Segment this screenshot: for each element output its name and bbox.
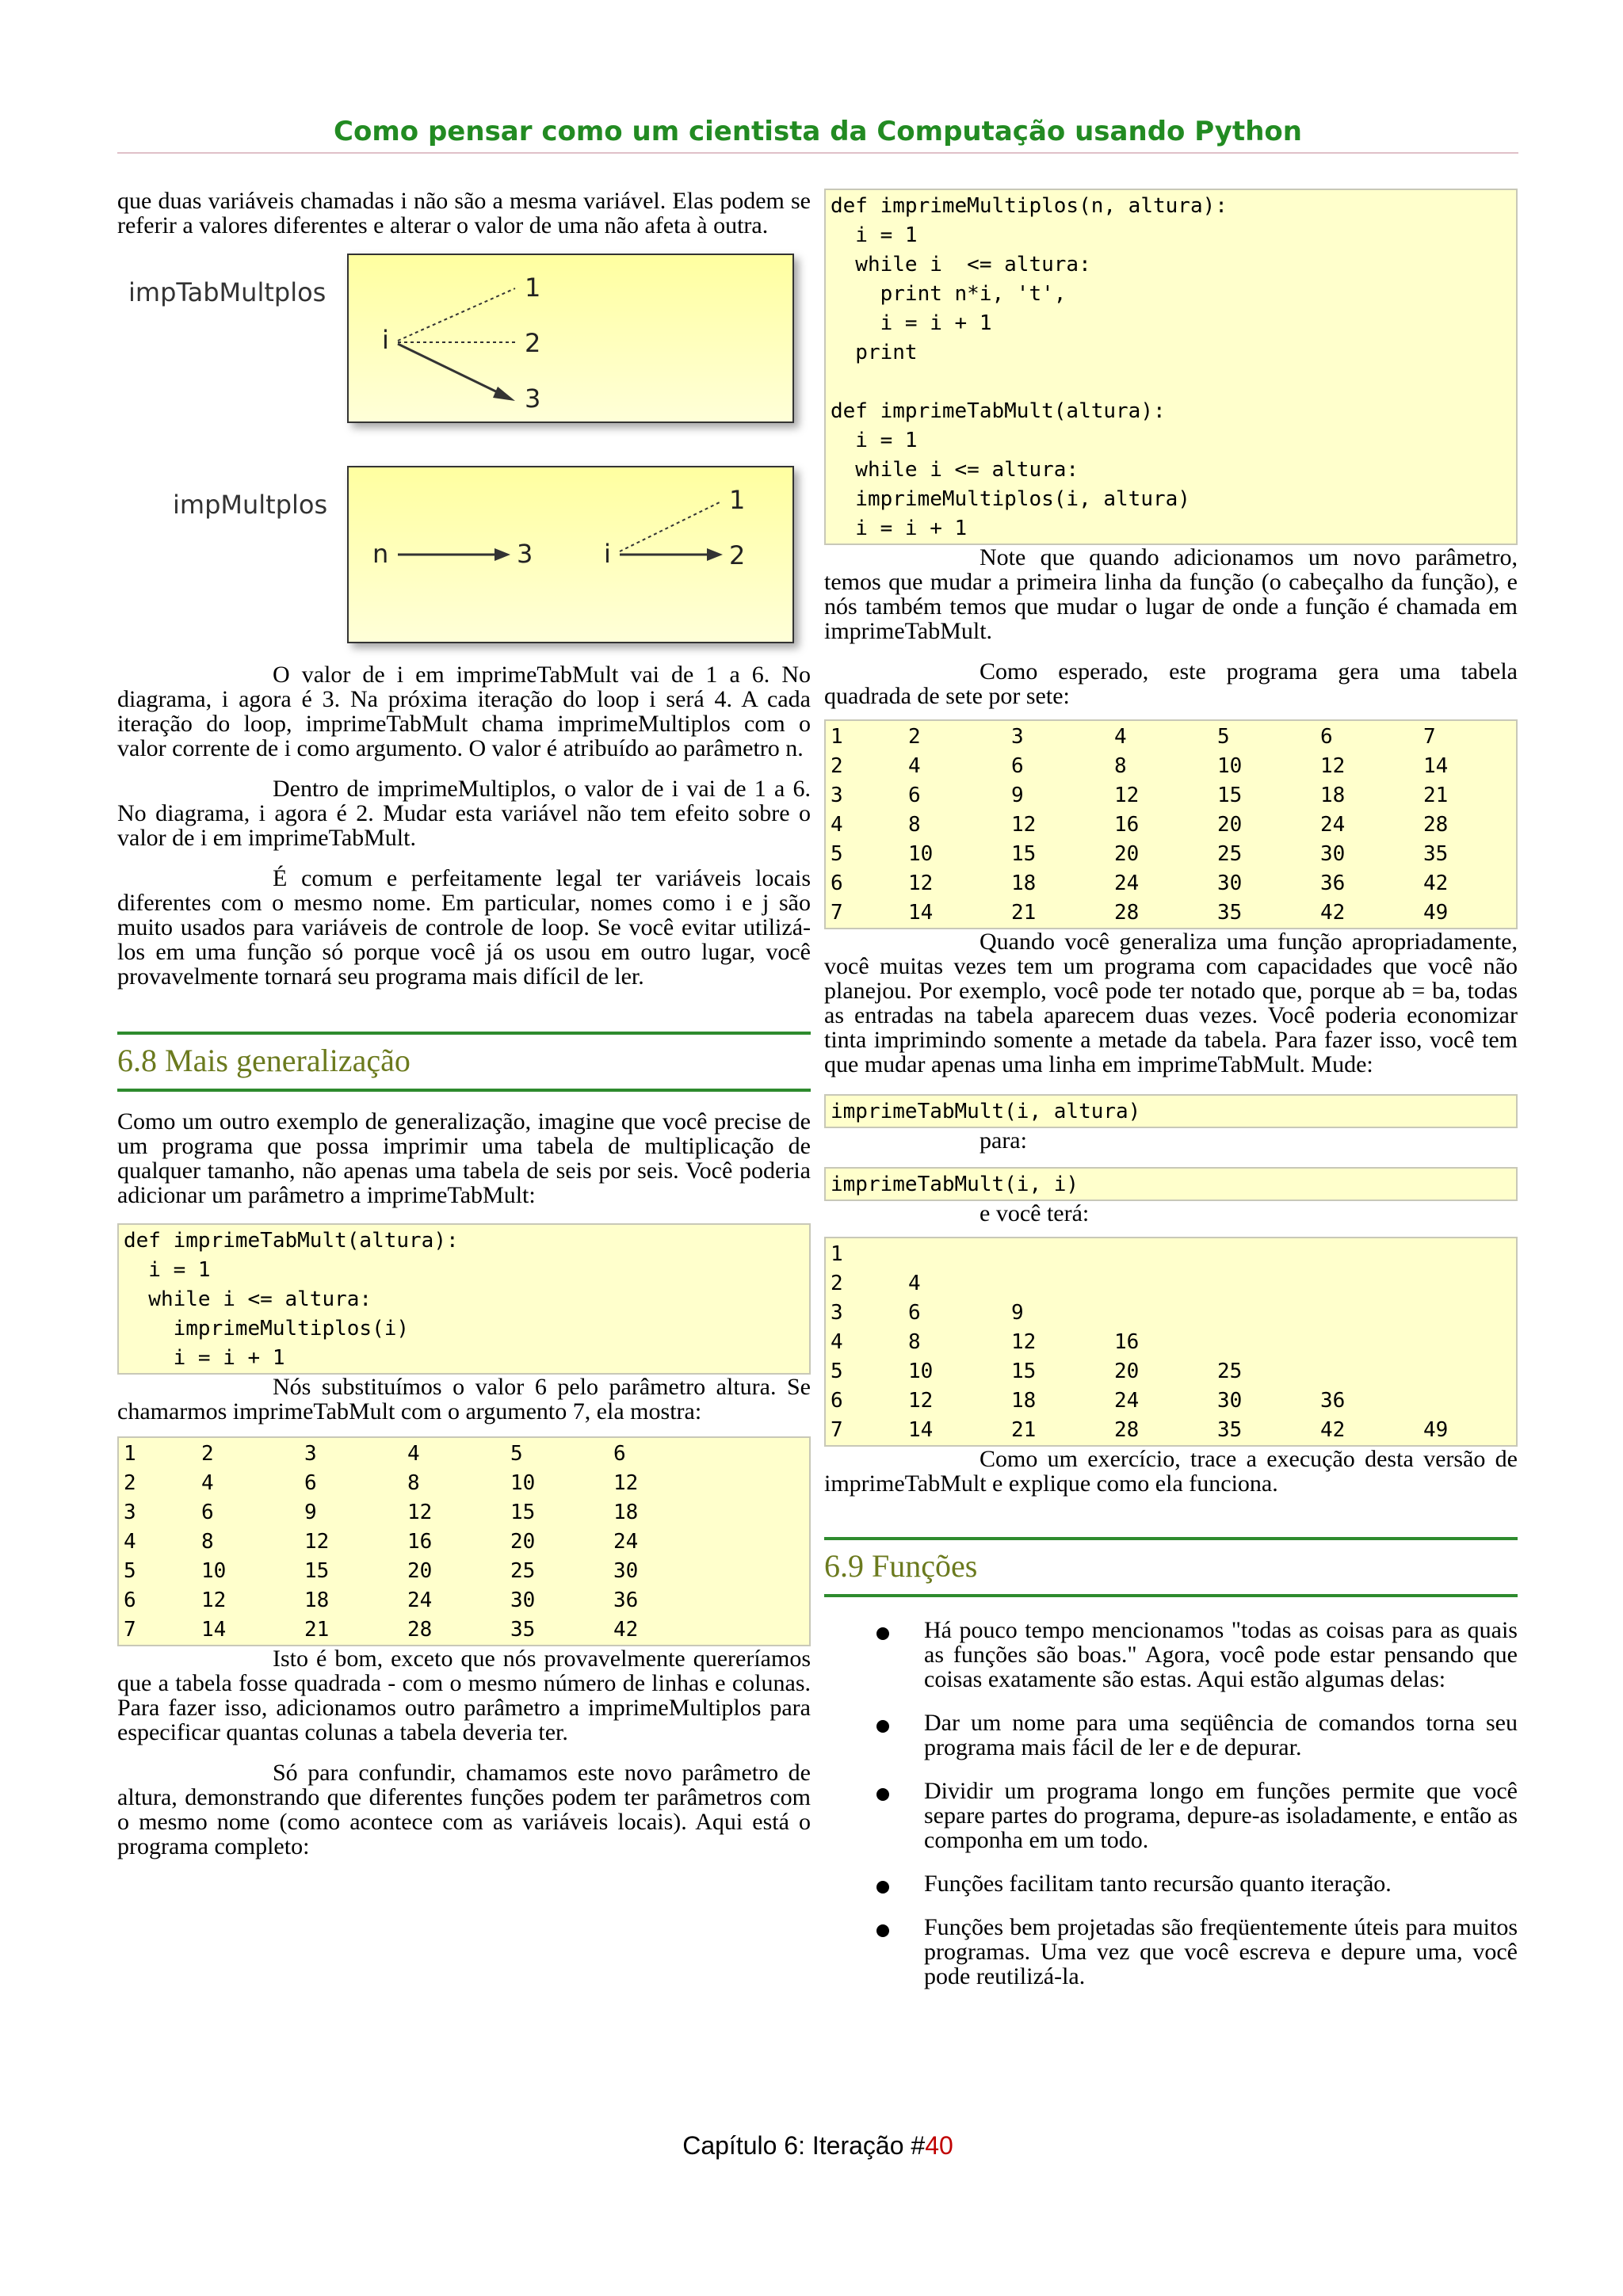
table-cell: 3: [124, 1501, 136, 1524]
frame2-label: impMultplos: [173, 490, 328, 520]
frame1-var: i: [382, 325, 389, 355]
table-cell: 25: [1217, 842, 1243, 866]
table-2: [824, 719, 1518, 929]
table-cell: 15: [1011, 842, 1037, 866]
table-cell: 30: [1320, 842, 1346, 866]
table-cell: 4: [201, 1471, 214, 1495]
table-cell: 21: [304, 1618, 330, 1642]
table-cell: 5: [831, 1360, 843, 1383]
table-row: [831, 752, 1511, 781]
table-cell: 24: [1114, 1389, 1140, 1413]
table-cell: 14: [908, 901, 934, 925]
table-cell: 10: [908, 1360, 934, 1383]
table-cell: 5: [510, 1442, 523, 1466]
section-title: 6.8 Mais generalização: [117, 1043, 411, 1078]
frame2-var-n: n: [372, 539, 389, 569]
table-cell: 5: [124, 1559, 136, 1583]
table-cell: 21: [1011, 901, 1037, 925]
table-cell: 28: [1423, 813, 1449, 837]
table-cell: 25: [510, 1559, 536, 1583]
table-row: [831, 1416, 1511, 1445]
table-cell: 10: [510, 1471, 536, 1495]
section-title: 6.9 Funções: [824, 1548, 978, 1584]
table-cell: 12: [1114, 784, 1140, 807]
table-cell: 4: [1114, 725, 1127, 749]
table-cell: 12: [201, 1589, 227, 1612]
table-cell: 49: [1423, 1418, 1449, 1442]
table-cell: 2: [831, 1272, 843, 1295]
table-cell: 15: [304, 1559, 330, 1583]
dashed-arrow-1: [398, 288, 515, 341]
table-cell: 6: [1011, 754, 1024, 778]
bullet-icon: [876, 1788, 889, 1801]
table-cell: 7: [831, 901, 843, 925]
table-cell: 7: [831, 1418, 843, 1442]
table-cell: 8: [201, 1530, 214, 1554]
frame2-value-i-2: 2: [729, 540, 746, 570]
table-cell: 12: [613, 1471, 639, 1495]
running-header: Como pensar como um cientista da Computação usando Python: [334, 116, 1302, 147]
table-cell: 30: [510, 1589, 536, 1612]
table-row: [124, 1557, 804, 1586]
paragraph-r5: e você terá:: [980, 1200, 1090, 1226]
paragraph-4: Como um outro exemplo de generalização, imagine que você precise de um programa que possa imprimir uma tabela de multiplicação de qualquer tamanho, não apenas uma tabela de seis por seis. Você poderia adicionar um parâmetro a imprimeTabMult:: [117, 1108, 811, 1208]
table-cell: 30: [1217, 871, 1243, 895]
table-cell: 30: [1217, 1389, 1243, 1413]
frame2-value-i-1: 1: [729, 485, 746, 515]
table-row: [831, 1240, 1511, 1269]
table-cell: 35: [1217, 901, 1243, 925]
table-cell: 35: [510, 1618, 536, 1642]
list-item: [824, 1711, 1518, 1760]
footer-chapter: Capítulo 6: Iteração #: [682, 2131, 926, 2160]
table-row: [124, 1469, 804, 1498]
table-cell: 6: [908, 784, 921, 807]
table-cell: 10: [908, 842, 934, 866]
table-cell: 28: [407, 1618, 433, 1642]
table-cell: 2: [831, 754, 843, 778]
frame2-arrows: [349, 467, 792, 642]
table-cell: 4: [908, 1272, 921, 1295]
table-cell: 18: [613, 1501, 639, 1524]
table-cell: 12: [908, 871, 934, 895]
table-row: [831, 898, 1511, 928]
table-cell: 20: [1114, 1360, 1140, 1383]
table-cell: 8: [908, 813, 921, 837]
table-cell: 6: [304, 1471, 317, 1495]
stack-diagram: [117, 254, 811, 658]
table-row: [831, 1269, 1511, 1299]
table-3: [824, 1237, 1518, 1447]
table-cell: 6: [908, 1301, 921, 1325]
table-row: [124, 1498, 804, 1527]
frame1-arrows: [349, 255, 792, 421]
table-cell: 42: [613, 1618, 639, 1642]
table-cell: 12: [1320, 754, 1346, 778]
table-cell: 28: [1114, 1418, 1140, 1442]
table-cell: 2: [201, 1442, 214, 1466]
table-cell: 30: [613, 1559, 639, 1583]
table-cell: 25: [1217, 1360, 1243, 1383]
table-cell: 36: [1320, 871, 1346, 895]
table-cell: 6: [1320, 725, 1333, 749]
table-cell: 6: [831, 1389, 843, 1413]
table-cell: 15: [1011, 1360, 1037, 1383]
table-cell: 20: [1114, 842, 1140, 866]
table-cell: 42: [1320, 901, 1346, 925]
table-cell: 20: [1217, 813, 1243, 837]
table-cell: 16: [407, 1530, 433, 1554]
arrowhead-n: [495, 548, 510, 561]
paragraph-intro: que duas variáveis chamadas i não são a mesma variável. Elas podem se referir a valores diferentes e alterar o valor de uma não afeta à outra.: [117, 188, 811, 238]
paragraph-3: É comum e perfeitamente legal ter variáveis locais diferentes com o mesmo nome. Em particular, nomes como i e j são muito usados para variáveis de controle de loop. Se você evitar utilizá-los em uma função só porque você já os usou em outro lugar, você provavelmente tornará seu programa mais difícil de ler.: [117, 865, 811, 990]
frame-impmultplos: [347, 466, 794, 643]
arrowhead-3: [493, 387, 515, 401]
table-cell: 8: [407, 1471, 420, 1495]
table-cell: 14: [201, 1618, 227, 1642]
table-cell: 6: [831, 871, 843, 895]
table-cell: 16: [1114, 1330, 1140, 1354]
table-cell: 8: [908, 1330, 921, 1354]
table-cell: 2: [124, 1471, 136, 1495]
code-block-1: def imprimeTabMult(altura): i = 1 while i <= altura: imprimeMultiplos(i) i = i + 1: [117, 1223, 811, 1375]
table-cell: 35: [1217, 1418, 1243, 1442]
frame2-var-i: i: [604, 539, 611, 569]
table-cell: 4: [124, 1530, 136, 1554]
table-cell: 10: [201, 1559, 227, 1583]
table-cell: 24: [1114, 871, 1140, 895]
table-cell: 18: [304, 1589, 330, 1612]
table-row: [124, 1440, 804, 1469]
paragraph-1: O valor de i em imprimeTabMult vai de 1 a 6. No diagrama, i agora é 3. Na próxima iteração do loop i será 4. A cada iteração do loop, imprimeTabMult chama imprimeMultiplos com o valor corrente de i como argumento. O valor é atribuído ao parâmetro n.: [117, 662, 811, 761]
paragraph-r4: para:: [980, 1127, 1027, 1154]
table-cell: 24: [1320, 813, 1346, 837]
table-row: [124, 1615, 804, 1645]
table-cell: 28: [1114, 901, 1140, 925]
table-1: [117, 1436, 811, 1646]
table-cell: 1: [831, 725, 843, 749]
table-cell: 15: [1217, 784, 1243, 807]
frame1-value-1: 1: [525, 273, 541, 303]
table-cell: 9: [1011, 784, 1024, 807]
page-footer: [117, 2131, 1518, 2161]
table-row: [831, 810, 1511, 840]
table-row: [831, 869, 1511, 898]
table-row: [831, 1299, 1511, 1328]
paragraph-5: Nós substituímos o valor 6 pelo parâmetro altura. Se chamarmos imprimeTabMult com o argumento 7, ela mostra:: [117, 1374, 811, 1425]
table-cell: 20: [510, 1530, 536, 1554]
table-cell: 9: [304, 1501, 317, 1524]
table-row: [831, 840, 1511, 869]
table-cell: 1: [831, 1242, 843, 1266]
table-cell: 3: [831, 1301, 843, 1325]
list-item-text: Dividir um programa longo em funções permite que você separe partes do programa, depure-as isoladamente, e então as componha em um todo.: [924, 1778, 1518, 1853]
list-item: [824, 1871, 1518, 1896]
list-item: [824, 1779, 1518, 1852]
table-cell: 7: [1423, 725, 1436, 749]
table-cell: 6: [201, 1501, 214, 1524]
bullet-icon: [876, 1627, 889, 1640]
table-cell: 16: [1114, 813, 1140, 837]
table-cell: 2: [908, 725, 921, 749]
right-column: [824, 189, 1518, 2008]
table-cell: 14: [908, 1418, 934, 1442]
page-number: 40: [925, 2131, 953, 2160]
table-cell: 42: [1423, 871, 1449, 895]
table-cell: 5: [831, 842, 843, 866]
table-cell: 12: [908, 1389, 934, 1413]
table-cell: 14: [1423, 754, 1449, 778]
list-item-text: Dar um nome para uma seqüência de comandos torna seu programa mais fácil de ler e de depurar.: [924, 1710, 1518, 1760]
list-item-text: Funções facilitam tanto recursão quanto iteração.: [924, 1871, 1392, 1897]
paragraph-r1: Note que quando adicionamos um novo parâmetro, temos que mudar a primeira linha da função (o cabeçalho da função), e nós também temos que mudar o lugar de onde a função é chamada em imprimeTabMult.: [824, 544, 1518, 644]
table-cell: 12: [304, 1530, 330, 1554]
table-cell: 6: [613, 1442, 626, 1466]
table-cell: 9: [1011, 1301, 1024, 1325]
table-cell: 18: [1011, 1389, 1037, 1413]
list-item-text: Há pouco tempo mencionamos "todas as coisas para as quais as funções são boas." Agora, você pode estar pensando que coisas exatamente são estas. Aqui estão algumas delas:: [924, 1617, 1518, 1692]
bullet-icon: [876, 1881, 889, 1894]
frame1-label: impTabMultplos: [128, 277, 327, 307]
table-cell: 7: [124, 1618, 136, 1642]
table-cell: 49: [1423, 901, 1449, 925]
table-cell: 6: [124, 1589, 136, 1612]
frame1-value-2: 2: [525, 328, 541, 358]
paragraph-r3: Quando você generaliza uma função apropriadamente, você muitas vezes tem um programa com capacidades que você não planejou. Por exemplo, você pode ter notado que, porque ab = ba, todas as entradas na tabela aparecem duas vezes. Você poderia economizar tinta imprimindo somente a metade da tabela. Para fazer isso, você tem que mudar apenas uma linha em imprimeTabMult. Mude:: [824, 929, 1518, 1077]
table-cell: 8: [1114, 754, 1127, 778]
table-cell: 18: [1011, 871, 1037, 895]
table-cell: 21: [1011, 1418, 1037, 1442]
table-cell: 15: [510, 1501, 536, 1524]
frame1-value-3: 3: [525, 383, 541, 414]
code-block-4: imprimeTabMult(i, i): [824, 1167, 1518, 1201]
table-cell: 12: [1011, 813, 1037, 837]
header-rule: [117, 152, 1518, 154]
table-cell: 24: [613, 1530, 639, 1554]
table-cell: 1: [124, 1442, 136, 1466]
frame2-val-n: 3: [517, 539, 533, 569]
table-cell: 36: [613, 1589, 639, 1612]
table-cell: 4: [831, 1330, 843, 1354]
table-cell: 4: [831, 813, 843, 837]
left-column: [117, 189, 811, 1859]
section-6-9-heading: [824, 1537, 1518, 1597]
paragraph-r6: Como um exercício, trace a execução desta versão de imprimeTabMult e explique como ela funciona.: [824, 1446, 1518, 1497]
list-item: [824, 1618, 1518, 1691]
table-cell: 12: [407, 1501, 433, 1524]
bullet-icon: [876, 1924, 889, 1937]
code-block-2: def imprimeMultiplos(n, altura): i = 1 while i <= altura: print n*i, 't', i = i + 1 print def imprimeTabMult(altura): i = 1 while i <= altura: imprimeMultiplos(i, altura) i = i + 1: [824, 189, 1518, 545]
table-cell: 35: [1423, 842, 1449, 866]
table-row: [831, 1386, 1511, 1416]
table-row: [831, 781, 1511, 810]
table-cell: 5: [1217, 725, 1230, 749]
table-cell: 20: [407, 1559, 433, 1583]
table-cell: 4: [908, 754, 921, 778]
frame-imptabmultplos: [347, 254, 794, 423]
table-cell: 4: [407, 1442, 420, 1466]
table-cell: 24: [407, 1589, 433, 1612]
table-cell: 12: [1011, 1330, 1037, 1354]
table-row: [831, 723, 1511, 752]
list-item-text: Funções bem projetadas são freqüentemente úteis para muitos programas. Uma vez que você escreva e depure uma, você pode reutilizá-la.: [924, 1914, 1518, 1989]
arrowhead-i-2: [707, 548, 723, 561]
table-cell: 21: [1423, 784, 1449, 807]
paragraph-6: Isto é bom, exceto que nós provavelmente quereríamos que a tabela fosse quadrada - com o mesmo número de linhas e colunas. Para fazer isso, adicionamos outro parâmetro a imprimeMultiplos para especificar quantas colunas a tabela deveria ter.: [117, 1646, 811, 1745]
table-cell: 3: [1011, 725, 1024, 749]
table-row: [831, 1328, 1511, 1357]
functions-bullet-list: [824, 1618, 1518, 1989]
paragraph-7: Só para confundir, chamamos este novo parâmetro de altura, demonstrando que diferentes funções podem ter parâmetros com o mesmo nome (como acontece com as variáveis locais). Aqui está o programa completo:: [117, 1760, 811, 1859]
table-cell: 42: [1320, 1418, 1346, 1442]
paragraph-2: Dentro de imprimeMultiplos, o valor de i vai de 1 a 6. No diagrama, i agora é 2. Mudar esta variável não tem efeito sobre o valor de i em imprimeTabMult.: [117, 776, 811, 851]
section-6-8-heading: [117, 1032, 811, 1092]
paragraph-r2: Como esperado, este programa gera uma tabela quadrada de sete por sete:: [824, 658, 1518, 709]
bullet-icon: [876, 1720, 889, 1733]
list-item: [824, 1915, 1518, 1989]
table-cell: 36: [1320, 1389, 1346, 1413]
table-cell: 10: [1217, 754, 1243, 778]
table-cell: 3: [831, 784, 843, 807]
code-block-3: imprimeTabMult(i, altura): [824, 1094, 1518, 1128]
table-row: [124, 1527, 804, 1557]
solid-arrow-3: [398, 344, 506, 396]
table-cell: 18: [1320, 784, 1346, 807]
dashed-arrow-i-1: [620, 502, 720, 551]
table-row: [124, 1586, 804, 1615]
table-row: [831, 1357, 1511, 1386]
table-cell: 3: [304, 1442, 317, 1466]
